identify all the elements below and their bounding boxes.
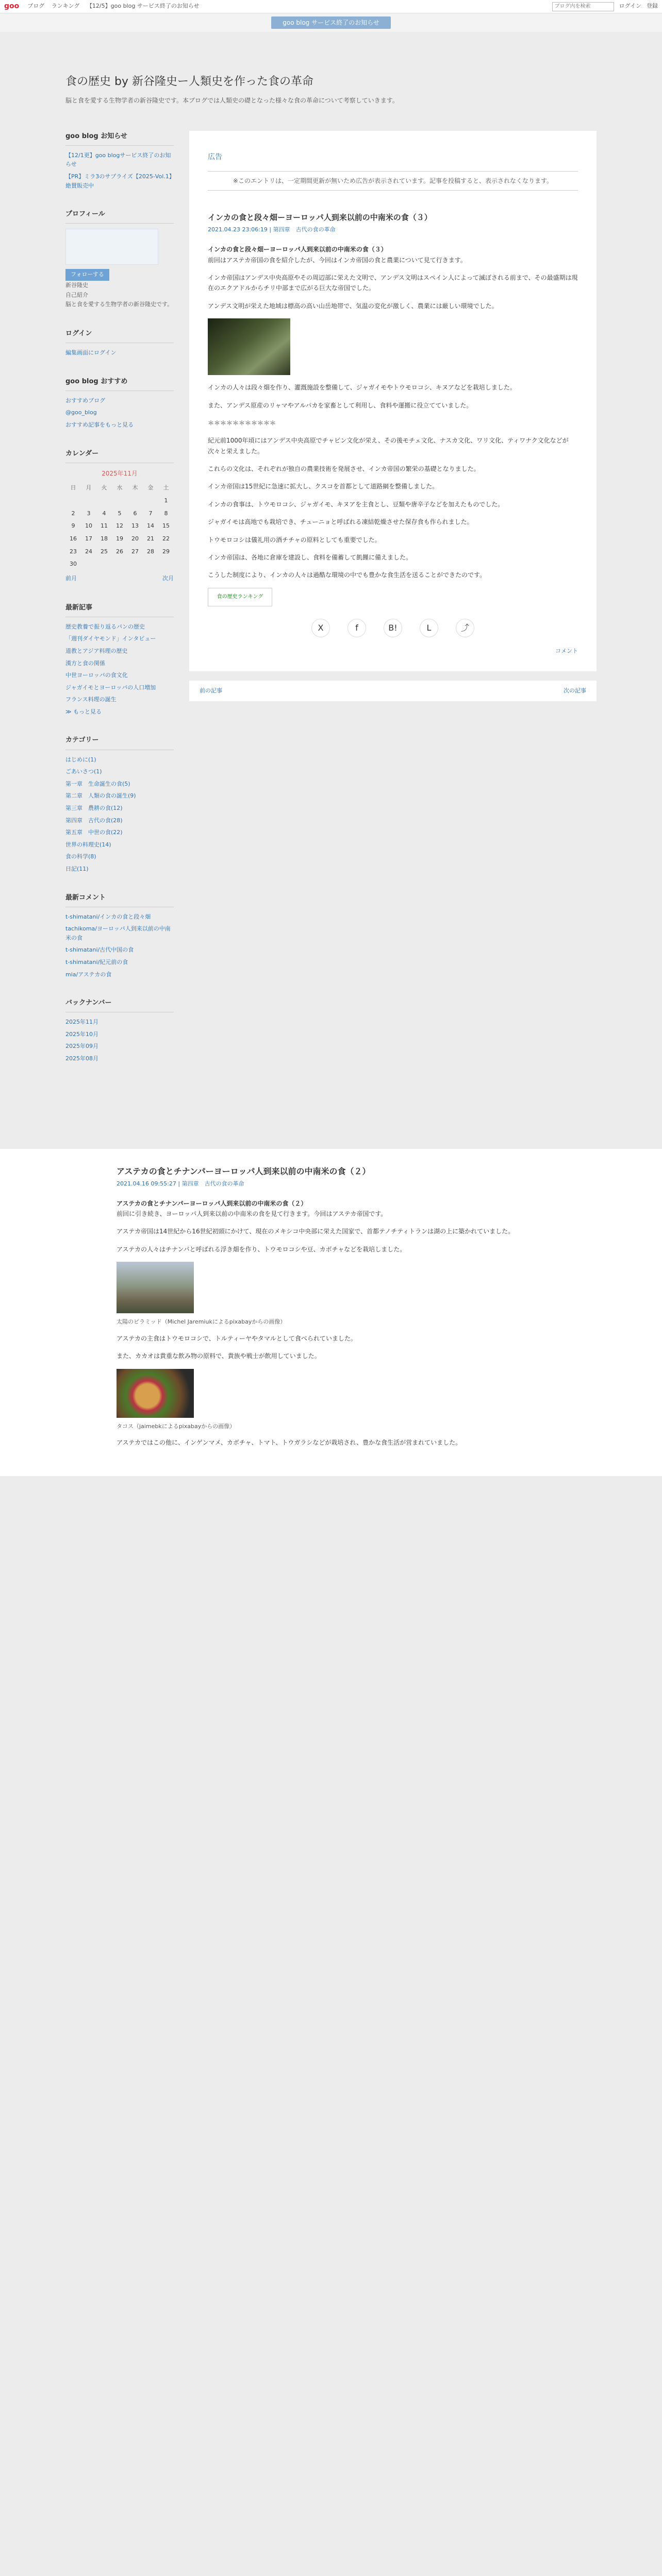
comment-item[interactable]: t-shimatani/インカの食と段々畑	[65, 913, 151, 920]
category-item[interactable]: ごあいさつ(1)	[65, 768, 102, 775]
ad-label[interactable]: 広告	[208, 152, 222, 161]
line-share-icon[interactable]: L	[420, 619, 438, 637]
calendar-day: 29	[162, 548, 170, 555]
calendar-day: 5	[118, 510, 122, 517]
calendar-month: 2025年11月	[102, 469, 138, 477]
photo-caption: タコス（jaimebkによるpixabayからの画像）	[117, 1422, 236, 1430]
calendar-day: 11	[101, 522, 108, 530]
recommend-item[interactable]: おすすめブログ	[65, 397, 106, 404]
calendar-day	[158, 558, 174, 571]
calendar-head: 金	[147, 484, 154, 492]
calendar-head: 日	[70, 484, 76, 492]
calendar-day	[112, 495, 127, 507]
menu-notice[interactable]: 【12/5】goo blog サービス終了のお知らせ	[86, 3, 200, 10]
profile-title: プロフィール	[65, 209, 174, 224]
calendar-day: 16	[70, 535, 77, 542]
recent-item[interactable]: 「週刊ダイヤモンド」インタビュー	[65, 635, 156, 642]
recommend-section	[65, 376, 174, 430]
category-section	[65, 735, 174, 873]
menu-ranking[interactable]: ランキング	[51, 3, 80, 10]
calendar-day: 7	[148, 510, 153, 517]
post-paragraph: インカ帝国は、各地に倉庫を建設し、食料を備蓄して飢饉に備えました。	[208, 554, 412, 562]
recent-title: 最新記事	[65, 602, 174, 617]
article-card	[189, 131, 597, 672]
recommend-item[interactable]: @goo_blog	[65, 409, 97, 416]
service-end-notice[interactable]: goo blog サービス終了のお知らせ	[271, 16, 390, 29]
calendar-day: 19	[116, 535, 123, 542]
calendar-day	[65, 495, 81, 507]
calendar-day: 23	[70, 548, 77, 555]
post-title[interactable]: アステカの食とチナンパーヨーロッパ人到来以前の中南米の食（２）	[117, 1166, 371, 1176]
login-section	[65, 328, 174, 358]
comment-section	[65, 892, 174, 979]
facebook-share-icon[interactable]: f	[347, 619, 366, 637]
calendar-nav	[65, 574, 174, 584]
post-lead: アステカの食とチナンパーヨーロッパ人到来以前の中南米の食（２）	[117, 1199, 307, 1207]
calendar-day: 10	[85, 522, 92, 530]
calendar-head: 火	[101, 484, 107, 492]
calendar-day: 14	[147, 522, 154, 530]
calendar-day: 8	[164, 510, 168, 517]
category-item[interactable]: 第二章 人類の食の誕生(9)	[65, 792, 136, 800]
category-item[interactable]: 世界の料理史(14)	[65, 841, 111, 848]
calendar-day	[127, 558, 143, 571]
sidebar	[65, 131, 174, 1082]
post-paragraph: アステカの主食はトウモロコシで、トルティーヤやタマルとして食べられていました。	[117, 1334, 357, 1342]
backnumber-item[interactable]: 2025年09月	[65, 1043, 98, 1050]
calendar-day: 18	[101, 535, 108, 542]
calendar-day: 28	[147, 548, 154, 555]
calendar-day	[143, 558, 158, 571]
tacos-photo[interactable]	[117, 1369, 194, 1418]
calendar-day	[81, 495, 96, 507]
calendar-day	[81, 558, 96, 571]
recent-section	[65, 602, 174, 717]
calendar-day: 15	[162, 522, 170, 530]
recent-item[interactable]: 中世ヨーロッパの食文化	[65, 672, 128, 679]
recent-more[interactable]: ≫ もっと見る	[65, 708, 102, 715]
recent-item[interactable]: フランス料理の誕生	[65, 696, 117, 703]
calendar-day: 20	[131, 535, 139, 542]
calendar-head: 月	[86, 484, 92, 492]
x-share-icon[interactable]: X	[311, 619, 330, 637]
post-paragraph: これらの文化は、それぞれが独自の農業技術を発展させ、インカ帝国の繁栄の基礎となりました。	[208, 465, 480, 473]
calendar-day: 22	[162, 535, 170, 542]
post-paragraph: また、カカオは貴重な飲み物の原料で、貴族や戦士が飲用していました。	[117, 1352, 321, 1360]
avatar[interactable]	[65, 229, 158, 265]
post-paragraph: アステカの人々はチナンパと呼ばれる浮き畑を作り、トウモロコシや豆、カボチャなどを栽培しました。	[117, 1245, 406, 1253]
post-paragraph: インカの人々は段々畑を作り、灌漑施設を整備して、ジャガイモやトウモロコシ、キヌアなどを栽培しました。	[208, 384, 516, 392]
calendar-prev-link[interactable]: 前月	[65, 574, 77, 582]
recent-item[interactable]: 歴史教養で振り返るパンの歴史	[65, 623, 145, 630]
post-paragraph: 紀元前1000年頃にはアンデス中央高原でチャビン文化が栄え、その後モチェ文化、ナスカ文化、ワリ文化、ティワナク文化などが次々と栄えました。	[208, 437, 569, 455]
post-paragraph: 前回はアステカ帝国の食を紹介したが、今回はインカ帝国の食と農業について見て行きます。	[208, 256, 467, 264]
menu-blog[interactable]: ブログ	[27, 3, 45, 10]
profile-text: 脳と食を愛する生物学者の新谷隆史です。	[65, 301, 173, 308]
ranking-banner[interactable]: 食の歴史ランキング	[208, 588, 272, 606]
calendar-day	[96, 495, 112, 507]
divider-text: ＊＊＊＊＊＊＊＊＊＊＊	[208, 419, 276, 427]
comment-link[interactable]: コメント	[555, 647, 578, 654]
category-item[interactable]: はじめに(1)	[65, 756, 96, 763]
info-item[interactable]: 【PR】ミラ3のサプライズ【2025-Vol.1】絶賛販売中	[65, 173, 172, 189]
follow-button[interactable]: フォローする	[65, 269, 109, 281]
post-title[interactable]: インカの食と段々畑ーヨーロッパ人到来以前の中南米の食（３）	[208, 212, 432, 222]
register-link[interactable]: 登録	[647, 3, 658, 10]
comment-item[interactable]: mia/アステカの食	[65, 971, 112, 978]
prev-post-link[interactable]: 前の記事	[200, 687, 222, 694]
backnumber-item[interactable]: 2025年10月	[65, 1030, 98, 1038]
post-paragraph: インカの食事は、トウモロコシ、ジャガイモ、キヌアを主食とし、豆類や唐辛子などを加えたものでした。	[208, 500, 504, 508]
backnumber-item[interactable]: 2025年11月	[65, 1019, 98, 1026]
post-paragraph: また、アンデス原産のリャマやアルパカを家畜として利用し、食料や運搬に役立てていました。	[208, 401, 473, 409]
top-bar	[0, 0, 662, 13]
calendar-title: カレンダー	[65, 448, 174, 463]
login-title: ログイン	[65, 328, 174, 343]
post-paragraph: 前回に引き続き、ヨーロッパ人到来以前の中南米の食を見て行きます。今回はアステカ帝国です。	[117, 1210, 387, 1217]
recommend-title: goo blog おすすめ	[65, 376, 174, 391]
info-title: goo blog お知らせ	[65, 131, 174, 146]
pyramid-photo[interactable]	[117, 1262, 194, 1313]
recent-item[interactable]: 道教とアジア料理の歴史	[65, 647, 128, 654]
hatena-share-icon[interactable]: B!	[384, 619, 402, 637]
top-menu	[27, 2, 204, 11]
post-paragraph: インカ帝国はアンデス中央高原やその周辺部に栄えた文明で、アンデス文明はスペイン人によって滅ぼされる前まで、その最盛期は現在のエクアドルからチリ中部まで広がる巨大な帝国でした。	[208, 274, 578, 292]
calendar-day	[143, 495, 158, 507]
calendar-head: 水	[117, 484, 123, 492]
post-paragraph: ジャガイモは高地でも栽培でき、チューニョと呼ばれる凍結乾燥させた保存食も作られました。	[208, 518, 473, 526]
calendar-next-link[interactable]: 次月	[162, 574, 174, 582]
backnumber-title: バックナンバー	[65, 997, 174, 1012]
category-item[interactable]: 食の科学(8)	[65, 853, 96, 860]
calendar-day: 21	[147, 535, 154, 542]
post-paragraph: トウモロコシは儀礼用の酒チチャの原料としても重要でした。	[208, 536, 381, 544]
post-lead: インカの食と段々畑ーヨーロッパ人到来以前の中南米の食（３）	[208, 246, 387, 253]
calendar-day: 30	[70, 561, 77, 568]
search-input[interactable]	[552, 2, 614, 11]
recent-item[interactable]: 漢方と食の関係	[65, 659, 105, 667]
calendar-day: 3	[87, 510, 91, 517]
calendar-section	[65, 448, 174, 584]
profile-sub: 自己紹介	[65, 291, 88, 298]
calendar-head: 木	[132, 484, 138, 492]
calendar-day: 9	[71, 522, 75, 530]
profile-name[interactable]: 新谷隆史	[65, 282, 88, 289]
recommend-more[interactable]: おすすめ記事をもっと見る	[65, 421, 134, 429]
notice-bar	[0, 13, 662, 32]
calendar-day: 6	[133, 510, 137, 517]
login-link[interactable]: ログイン	[619, 3, 641, 10]
category-title: カテゴリー	[65, 735, 174, 750]
calendar-day	[112, 558, 127, 571]
calendar-table	[65, 482, 174, 571]
calendar-day: 26	[116, 548, 123, 555]
info-section	[65, 131, 174, 190]
calendar-day: 2	[71, 510, 75, 517]
category-item[interactable]: 日記(11)	[65, 865, 89, 872]
backnumber-section	[65, 997, 174, 1063]
post-paragraph: アステカではこの他に、インゲンマメ、カボチャ、トマト、トウガラシなどが栽培され、豊かな食生活が営まれていました。	[117, 1439, 462, 1447]
calendar-day: 25	[101, 548, 108, 555]
calendar-day	[127, 495, 143, 507]
goo-logo[interactable]: goo	[4, 2, 20, 10]
comment-item[interactable]: t-shimatani/紀元前の食	[65, 958, 128, 965]
second-post	[0, 1149, 662, 1476]
calendar-day: 27	[131, 548, 139, 555]
terrace-photo[interactable]	[208, 318, 290, 375]
ad-notice: ※このエントリは、一定期間更新が無いため広告が表示されています。記事を投稿すると、表示されなくなります。	[208, 171, 578, 191]
post-paragraph: アステカ帝国は14世紀から16世紀初頭にかけて、現在のメキシコ中央部に栄えた国家で、首都テノチティトランは湖の上に築かれていました。	[117, 1228, 515, 1235]
blog-title[interactable]: 食の歴史 by 新谷隆史ー人類史を作った食の革命	[65, 75, 313, 88]
info-item[interactable]: 【12/1更】goo blogサービス終了のお知らせ	[65, 151, 171, 168]
category-item[interactable]: 第五章 中世の食(22)	[65, 829, 123, 836]
calendar-day: 13	[131, 522, 139, 530]
calendar-head: 土	[163, 484, 169, 492]
calendar-day: 24	[85, 548, 92, 555]
calendar-day: 4	[102, 510, 106, 517]
calendar-day: 12	[116, 522, 123, 530]
comment-item[interactable]: t-shimatani/古代中国の食	[65, 946, 134, 954]
backnumber-item[interactable]: 2025年08月	[65, 1055, 98, 1062]
next-post-link[interactable]: 次の記事	[564, 687, 586, 694]
page-container	[65, 131, 597, 1082]
post-nav	[189, 681, 597, 701]
post-paragraph: インカ帝国は15世紀に急速に拡大し、クスコを首都として道路網を整備しました。	[208, 483, 439, 490]
post-paragraph: こうした制度により、インカの人々は過酷な環境の中でも豊かな食生活を送ることができたのです。	[208, 571, 486, 579]
comment-item[interactable]: tachikoma/ヨーロッパ人到来以前の中南米の食	[65, 925, 171, 941]
post-date[interactable]: 2021.04.23 23:06:19 | 第四章 古代の食の革命	[208, 226, 336, 233]
category-item[interactable]: 第四章 古代の食(28)	[65, 817, 123, 824]
category-item[interactable]: 第三章 農耕の食(12)	[65, 804, 123, 811]
recent-item[interactable]: ジャガイモとヨーロッパの人口増加	[65, 684, 156, 691]
comment-title: 最新コメント	[65, 892, 174, 907]
calendar-day	[96, 558, 112, 571]
photo-caption: 太陽のピラミッド（Michel Jaremiukによるpixabayからの画像）	[117, 1318, 286, 1326]
category-item[interactable]: 第一章 生命誕生の食(5)	[65, 780, 130, 787]
share-icon[interactable]: ⤴	[456, 619, 474, 637]
main-column	[189, 131, 597, 1082]
profile-section	[65, 209, 174, 310]
calendar-day: 17	[85, 535, 92, 542]
share-buttons	[208, 619, 578, 637]
blog-header	[65, 32, 597, 131]
post-paragraph: アンデス文明が栄えた地域は標高の高い山岳地帯で、気温の変化が激しく、農業には厳しい環境でした。	[208, 302, 498, 310]
post-date[interactable]: 2021.04.16 09:55:27 | 第四章 古代の食の革命	[117, 1180, 244, 1187]
login-link[interactable]: 編集画面にログイン	[65, 349, 117, 357]
calendar-day: 1	[164, 497, 168, 504]
blog-description: 脳と食を愛する生物学者の新谷隆史です。本ブログでは人類史の礎となった様々な食の革命について考察していきます。	[65, 97, 399, 105]
